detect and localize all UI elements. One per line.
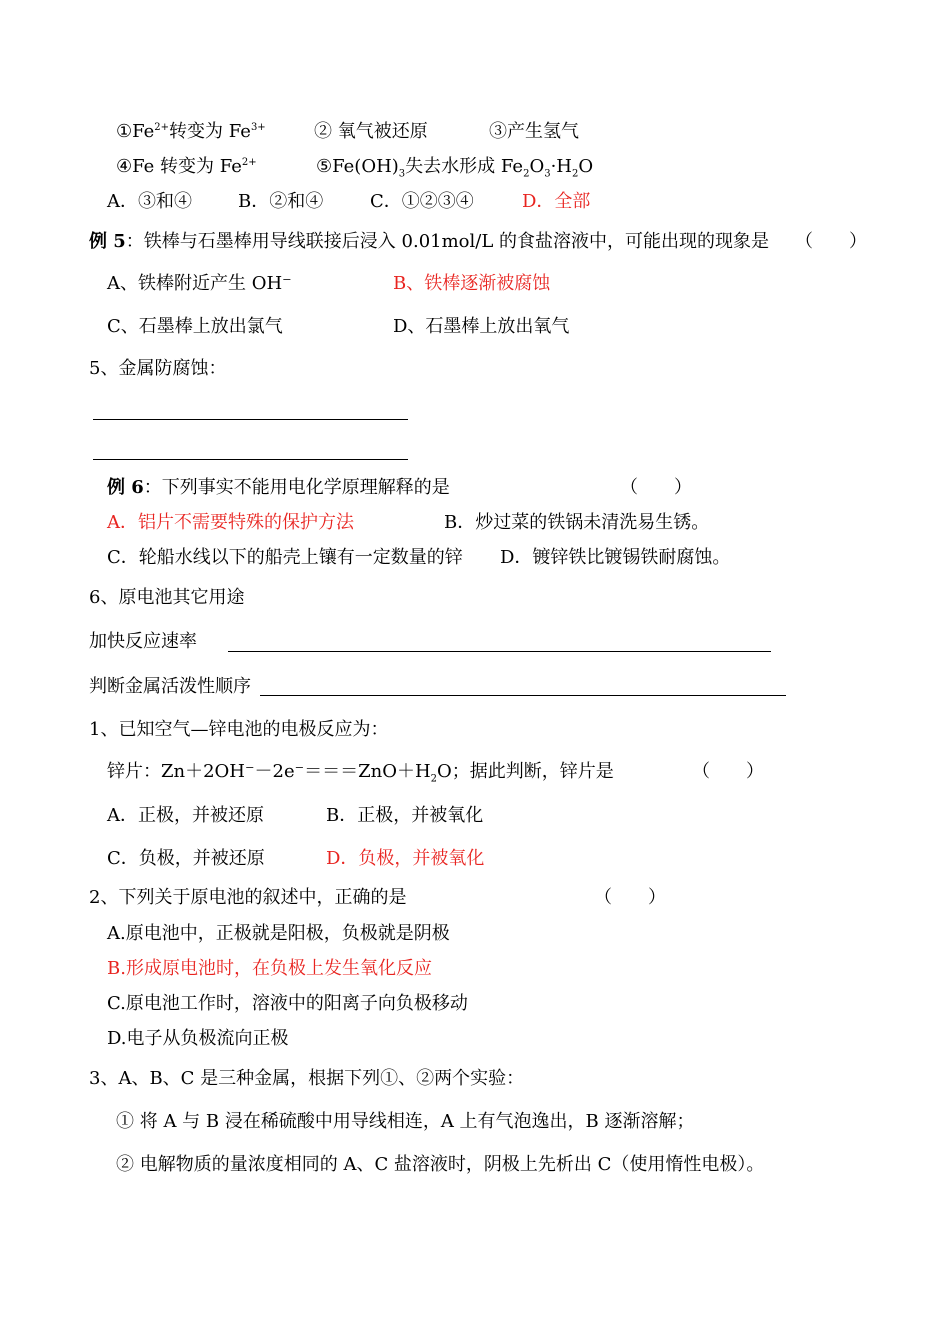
q1-answer-blank: （ ） — [692, 761, 764, 782]
fill-in-line — [228, 651, 771, 652]
ex5-question: 例 5：铁棒与石墨棒用导线联接后浸入 0.01mol/L 的食盐溶液中，可能出现的现象是 — [89, 231, 769, 252]
ex6-answer-blank: （ ） — [620, 477, 692, 498]
q1-option-b: B．正极，并被氧化 — [326, 805, 484, 826]
ex5-option-b-answer: B、铁棒逐渐被腐蚀 — [393, 273, 551, 294]
q3-title: 3、A、B、C 是三种金属，根据下列①、②两个实验： — [89, 1068, 525, 1089]
ex4-option-1: $①Fe^{2+}$转变为 $Fe^{3+}$ — [116, 121, 266, 142]
ex4-choice-b: B．②和④ — [238, 191, 324, 212]
section6-use-1: 加快反应速率 — [89, 631, 197, 652]
ex5-option-a: A、铁棒附近产生 OH⁻ — [107, 273, 292, 294]
ex5-option-c: C、石墨棒上放出氯气 — [107, 316, 283, 337]
q2-option-b-answer: B.形成原电池时，在负极上发生氧化反应 — [107, 958, 432, 979]
ex4-choice-d-answer: D．全部 — [522, 191, 591, 212]
fill-in-line — [93, 419, 408, 420]
ex6-question: 例 6：下列事实不能用电化学原理解释的是 — [107, 477, 450, 498]
q1-option-d-answer: D．负极，并被氧化 — [326, 848, 485, 869]
ex6-option-a-answer: A．铝片不需要特殊的保护方法 — [107, 512, 354, 533]
ex6-option-b: B．炒过菜的铁锅未清洗易生锈。 — [444, 512, 710, 533]
q3-experiment-2: ② 电解物质的量浓度相同的 A、C 盐溶液时，阴极上先析出 C（使用惰性电极）。 — [116, 1154, 765, 1175]
ex4-option-5: $⑤Fe(OH)_3$失去水形成 $Fe_2O_3\cdot H_2O$ — [316, 156, 594, 180]
ex4-option-2: ② 氧气被还原 — [314, 121, 428, 142]
q2-option-a: A.原电池中，正极就是阳极，负极就是阴极 — [107, 923, 450, 944]
ex5-answer-blank: （ ） — [795, 231, 867, 252]
ex6-option-d: D．镀锌铁比镀锡铁耐腐蚀。 — [500, 547, 731, 568]
fill-in-line — [93, 459, 408, 460]
q3-experiment-1: ① 将 A 与 B 浸在稀硫酸中用导线相连，A 上有气泡逸出，B 逐渐溶解； — [116, 1111, 695, 1132]
ex4-choice-a: A．③和④ — [107, 191, 192, 212]
ex5-option-d: D、石墨棒上放出氧气 — [393, 316, 570, 337]
section5-title: 5、金属防腐蚀： — [89, 358, 227, 379]
q1-option-a: A．正极，并被还原 — [107, 805, 264, 826]
section6-title: 6、原电池其它用途 — [89, 587, 245, 608]
q1-title: 1、已知空气—锌电池的电极反应为： — [89, 719, 389, 740]
ex4-option-3: ③产生氢气 — [489, 121, 579, 142]
q2-answer-blank: （ ） — [594, 887, 666, 908]
q1-equation: 锌片：$Zn+2OH^--2e^-===ZnO+H_2O$；据此判断，锌片是 — [107, 761, 614, 785]
section6-use-2: 判断金属活泼性顺序 — [89, 676, 251, 697]
ex4-option-4: ④Fe 转变为 $Fe^{2+}$ — [116, 156, 257, 177]
ex4-choice-c: C．①②③④ — [370, 191, 474, 212]
q2-option-d: D.电子从负极流向正极 — [107, 1028, 289, 1049]
ex6-option-c: C．轮船水线以下的船壳上镶有一定数量的锌 — [107, 547, 463, 568]
q1-option-c: C．负极，并被还原 — [107, 848, 265, 869]
q2-option-c: C.原电池工作时，溶液中的阳离子向负极移动 — [107, 993, 468, 1014]
fill-in-line — [260, 695, 786, 696]
q2-title: 2、下列关于原电池的叙述中，正确的是 — [89, 887, 407, 908]
